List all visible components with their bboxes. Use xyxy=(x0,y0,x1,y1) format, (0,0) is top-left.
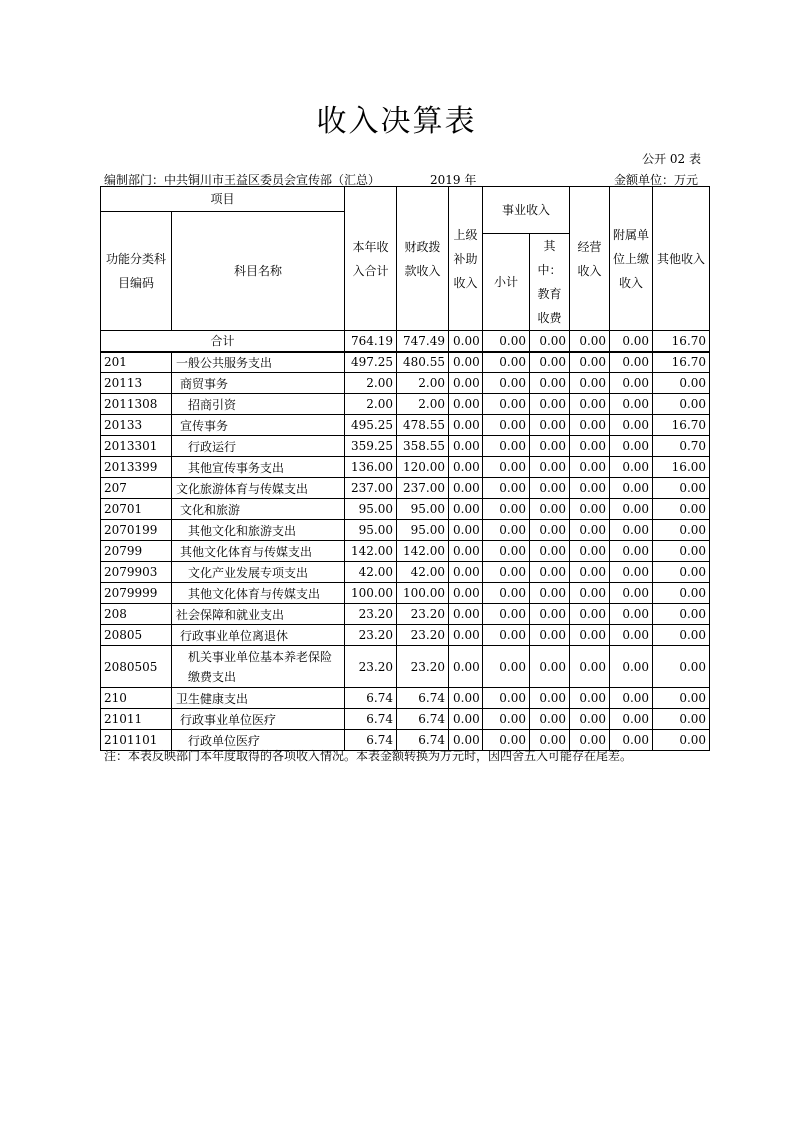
row-value: 0.00 xyxy=(530,436,570,457)
row-value: 0.00 xyxy=(530,394,570,415)
row-value: 0.00 xyxy=(530,646,570,688)
row-value: 16.00 xyxy=(653,457,710,478)
header-func-code: 功能分类科目编码 xyxy=(101,212,172,331)
row-name: 行政运行 xyxy=(172,436,345,457)
row-value: 23.20 xyxy=(397,625,449,646)
row-value: 0.00 xyxy=(570,562,610,583)
table-row xyxy=(101,646,710,688)
row-value: 0.00 xyxy=(610,373,653,394)
row-value: 0.00 xyxy=(483,562,530,583)
row-value: 0.00 xyxy=(449,373,483,394)
row-value: 2.00 xyxy=(397,373,449,394)
row-value: 95.00 xyxy=(397,499,449,520)
row-value: 0.00 xyxy=(449,541,483,562)
row-name: 其他文化体育与传媒支出 xyxy=(172,541,345,562)
row-value: 0.00 xyxy=(610,520,653,541)
row-value: 2.00 xyxy=(397,394,449,415)
row-value: 480.55 xyxy=(397,352,449,373)
header-subject-name: 科目名称 xyxy=(172,212,345,331)
row-value: 0.00 xyxy=(570,499,610,520)
row-value: 0.00 xyxy=(570,730,610,751)
row-value: 237.00 xyxy=(345,478,397,499)
row-value: 136.00 xyxy=(345,457,397,478)
row-value: 0.00 xyxy=(610,625,653,646)
row-value: 95.00 xyxy=(345,499,397,520)
table-row xyxy=(101,541,710,562)
row-value: 0.00 xyxy=(610,583,653,604)
department-label: 编制部门：中共铜川市王益区委员会宣传部（汇总） xyxy=(104,173,381,187)
row-value: 0.00 xyxy=(483,373,530,394)
table-row xyxy=(101,478,710,499)
income-table xyxy=(100,186,710,751)
header-operation: 经营收入 xyxy=(570,187,610,331)
row-value: 42.00 xyxy=(345,562,397,583)
row-value: 0.00 xyxy=(530,583,570,604)
table-row xyxy=(101,436,710,457)
row-value: 0.00 xyxy=(449,352,483,373)
row-value: 100.00 xyxy=(397,583,449,604)
table-row xyxy=(101,604,710,625)
row-value: 0.00 xyxy=(570,352,610,373)
row-value: 0.00 xyxy=(653,583,710,604)
row-value: 0.00 xyxy=(449,394,483,415)
row-value: 95.00 xyxy=(345,520,397,541)
row-code: 21011 xyxy=(101,709,172,730)
header-edu: 其中：教育收费 xyxy=(530,234,570,331)
row-value: 0.00 xyxy=(530,478,570,499)
table-row xyxy=(101,457,710,478)
total-row xyxy=(101,331,710,352)
row-value: 0.00 xyxy=(483,457,530,478)
table-row xyxy=(101,625,710,646)
row-value: 0.00 xyxy=(483,688,530,709)
row-value: 0.00 xyxy=(530,709,570,730)
row-value: 142.00 xyxy=(397,541,449,562)
row-value: 0.00 xyxy=(610,646,653,688)
row-value: 0.00 xyxy=(570,709,610,730)
row-value: 0.00 xyxy=(449,457,483,478)
row-name: 行政单位医疗 xyxy=(172,730,345,751)
row-code: 2013301 xyxy=(101,436,172,457)
row-value: 0.00 xyxy=(483,730,530,751)
row-value: 23.20 xyxy=(397,604,449,625)
row-value: 23.20 xyxy=(345,604,397,625)
row-value: 0.00 xyxy=(449,730,483,751)
row-name: 行政事业单位医疗 xyxy=(172,709,345,730)
row-value: 0.00 xyxy=(610,478,653,499)
row-code: 20701 xyxy=(101,499,172,520)
row-value: 0.00 xyxy=(449,478,483,499)
row-value: 23.20 xyxy=(345,646,397,688)
row-value: 0.00 xyxy=(449,499,483,520)
row-value: 0.00 xyxy=(653,520,710,541)
row-value: 0.00 xyxy=(530,352,570,373)
page-title: 收入决算表 xyxy=(316,104,477,139)
row-value: 0.00 xyxy=(449,436,483,457)
row-value: 0.00 xyxy=(530,730,570,751)
row-value: 0.00 xyxy=(653,625,710,646)
row-code: 2080505 xyxy=(101,646,172,688)
row-value: 23.20 xyxy=(397,646,449,688)
row-value: 0.00 xyxy=(610,352,653,373)
header-other: 其他收入 xyxy=(653,187,710,331)
row-value: 0.00 xyxy=(449,520,483,541)
row-value: 23.20 xyxy=(345,625,397,646)
row-value: 0.00 xyxy=(483,352,530,373)
row-name: 其他宣传事务支出 xyxy=(172,457,345,478)
table-row xyxy=(101,352,710,373)
row-value: 0.00 xyxy=(570,646,610,688)
row-code: 2101101 xyxy=(101,730,172,751)
row-value: 16.70 xyxy=(653,352,710,373)
unit-label: 金额单位：万元 xyxy=(613,173,698,187)
total-value: 747.49 xyxy=(397,331,449,352)
row-value: 0.00 xyxy=(653,541,710,562)
row-value: 0.00 xyxy=(530,688,570,709)
row-value: 0.00 xyxy=(653,709,710,730)
row-value: 0.00 xyxy=(610,604,653,625)
row-value: 0.00 xyxy=(653,688,710,709)
row-name: 商贸事务 xyxy=(172,373,345,394)
row-value: 0.00 xyxy=(610,436,653,457)
row-value: 0.00 xyxy=(570,394,610,415)
row-value: 0.00 xyxy=(530,457,570,478)
table-row xyxy=(101,520,710,541)
row-name: 文化产业发展专项支出 xyxy=(172,562,345,583)
row-name: 宣传事务 xyxy=(172,415,345,436)
row-name: 一般公共服务支出 xyxy=(172,352,345,373)
row-value: 6.74 xyxy=(397,688,449,709)
row-name: 行政事业单位离退休 xyxy=(172,625,345,646)
row-code: 207 xyxy=(101,478,172,499)
row-code: 2079999 xyxy=(101,583,172,604)
row-code: 20133 xyxy=(101,415,172,436)
row-value: 0.00 xyxy=(610,709,653,730)
row-name: 机关事业单位基本养老保险缴费支出 xyxy=(172,646,345,688)
row-value: 0.00 xyxy=(570,604,610,625)
row-value: 0.00 xyxy=(530,604,570,625)
table-row xyxy=(101,415,710,436)
total-value: 0.00 xyxy=(570,331,610,352)
row-value: 237.00 xyxy=(397,478,449,499)
row-name: 文化和旅游 xyxy=(172,499,345,520)
row-code: 2079903 xyxy=(101,562,172,583)
row-value: 359.25 xyxy=(345,436,397,457)
row-value: 0.00 xyxy=(570,478,610,499)
table-row xyxy=(101,688,710,709)
row-value: 0.00 xyxy=(483,709,530,730)
row-value: 0.00 xyxy=(530,562,570,583)
row-value: 0.00 xyxy=(570,457,610,478)
table-row xyxy=(101,709,710,730)
form-number: 公开 02 表 xyxy=(642,152,701,166)
row-value: 0.00 xyxy=(610,415,653,436)
row-value: 0.00 xyxy=(483,646,530,688)
row-code: 210 xyxy=(101,688,172,709)
row-value: 100.00 xyxy=(345,583,397,604)
row-value: 0.00 xyxy=(570,415,610,436)
footnote: 注：本表反映部门本年度取得的各项收入情况。本表金额转换为万元时，因四舍五入可能存在尾差。 xyxy=(104,749,633,763)
row-value: 0.00 xyxy=(610,394,653,415)
row-value: 0.00 xyxy=(653,394,710,415)
row-value: 6.74 xyxy=(345,730,397,751)
row-value: 0.00 xyxy=(570,688,610,709)
row-value: 0.00 xyxy=(449,709,483,730)
row-value: 120.00 xyxy=(397,457,449,478)
row-value: 0.00 xyxy=(483,499,530,520)
row-value: 0.00 xyxy=(570,583,610,604)
row-value: 0.00 xyxy=(610,688,653,709)
row-value: 6.74 xyxy=(345,688,397,709)
row-code: 20113 xyxy=(101,373,172,394)
row-value: 497.25 xyxy=(345,352,397,373)
row-code: 2013399 xyxy=(101,457,172,478)
row-value: 0.00 xyxy=(483,520,530,541)
header-fiscal: 财政拨款收入 xyxy=(397,187,449,331)
meta-row xyxy=(100,171,698,187)
table-row xyxy=(101,583,710,604)
row-value: 0.00 xyxy=(570,436,610,457)
row-value: 0.70 xyxy=(653,436,710,457)
row-value: 0.00 xyxy=(653,646,710,688)
row-value: 0.00 xyxy=(653,499,710,520)
row-value: 0.00 xyxy=(483,478,530,499)
header-subtotal: 小计 xyxy=(483,234,530,331)
row-value: 0.00 xyxy=(610,730,653,751)
header-total: 本年收入合计 xyxy=(345,187,397,331)
row-code: 20799 xyxy=(101,541,172,562)
row-value: 6.74 xyxy=(345,709,397,730)
row-value: 0.00 xyxy=(610,499,653,520)
row-value: 2.00 xyxy=(345,373,397,394)
row-name: 其他文化和旅游支出 xyxy=(172,520,345,541)
row-value: 0.00 xyxy=(483,436,530,457)
row-value: 0.00 xyxy=(570,625,610,646)
row-value: 0.00 xyxy=(530,415,570,436)
total-value: 0.00 xyxy=(610,331,653,352)
table-row xyxy=(101,499,710,520)
row-value: 0.00 xyxy=(653,373,710,394)
row-code: 208 xyxy=(101,604,172,625)
row-value: 0.00 xyxy=(610,457,653,478)
row-code: 2011308 xyxy=(101,394,172,415)
row-value: 0.00 xyxy=(530,625,570,646)
row-name: 招商引资 xyxy=(172,394,345,415)
row-value: 478.55 xyxy=(397,415,449,436)
row-value: 142.00 xyxy=(345,541,397,562)
row-value: 0.00 xyxy=(449,688,483,709)
row-value: 0.00 xyxy=(483,415,530,436)
row-value: 0.00 xyxy=(653,604,710,625)
row-value: 0.00 xyxy=(449,415,483,436)
header-affiliate: 附属单位上缴收入 xyxy=(610,187,653,331)
table-row xyxy=(101,394,710,415)
row-code: 201 xyxy=(101,352,172,373)
row-value: 495.25 xyxy=(345,415,397,436)
row-value: 0.00 xyxy=(570,541,610,562)
row-value: 0.00 xyxy=(530,499,570,520)
row-value: 0.00 xyxy=(610,541,653,562)
row-value: 0.00 xyxy=(610,562,653,583)
row-name: 其他文化体育与传媒支出 xyxy=(172,583,345,604)
row-value: 95.00 xyxy=(397,520,449,541)
row-value: 6.74 xyxy=(397,709,449,730)
row-name: 社会保障和就业支出 xyxy=(172,604,345,625)
row-value: 0.00 xyxy=(653,562,710,583)
row-code: 2070199 xyxy=(101,520,172,541)
year-label: 2019 年 xyxy=(430,173,477,187)
row-value: 0.00 xyxy=(530,541,570,562)
header-project: 项目 xyxy=(101,187,345,212)
header-superior: 上级补助收入 xyxy=(449,187,483,331)
table-row xyxy=(101,562,710,583)
row-value: 42.00 xyxy=(397,562,449,583)
total-label: 合计 xyxy=(101,331,345,352)
total-value: 0.00 xyxy=(530,331,570,352)
row-value: 2.00 xyxy=(345,394,397,415)
row-value: 0.00 xyxy=(530,373,570,394)
row-value: 16.70 xyxy=(653,415,710,436)
row-name: 卫生健康支出 xyxy=(172,688,345,709)
total-value: 764.19 xyxy=(345,331,397,352)
total-value: 16.70 xyxy=(653,331,710,352)
row-value: 6.74 xyxy=(397,730,449,751)
row-value: 0.00 xyxy=(449,583,483,604)
row-value: 0.00 xyxy=(449,646,483,688)
row-value: 0.00 xyxy=(530,520,570,541)
row-value: 0.00 xyxy=(653,730,710,751)
row-value: 0.00 xyxy=(570,520,610,541)
row-value: 0.00 xyxy=(483,583,530,604)
total-value: 0.00 xyxy=(449,331,483,352)
row-value: 0.00 xyxy=(483,604,530,625)
row-value: 0.00 xyxy=(449,625,483,646)
row-value: 0.00 xyxy=(570,373,610,394)
row-code: 20805 xyxy=(101,625,172,646)
table-row xyxy=(101,373,710,394)
total-value: 0.00 xyxy=(483,331,530,352)
row-value: 0.00 xyxy=(449,562,483,583)
row-value: 0.00 xyxy=(653,478,710,499)
row-value: 0.00 xyxy=(483,394,530,415)
header-business: 事业收入 xyxy=(483,187,570,234)
row-value: 358.55 xyxy=(397,436,449,457)
row-value: 0.00 xyxy=(483,625,530,646)
row-name: 文化旅游体育与传媒支出 xyxy=(172,478,345,499)
row-value: 0.00 xyxy=(483,541,530,562)
row-value: 0.00 xyxy=(449,604,483,625)
